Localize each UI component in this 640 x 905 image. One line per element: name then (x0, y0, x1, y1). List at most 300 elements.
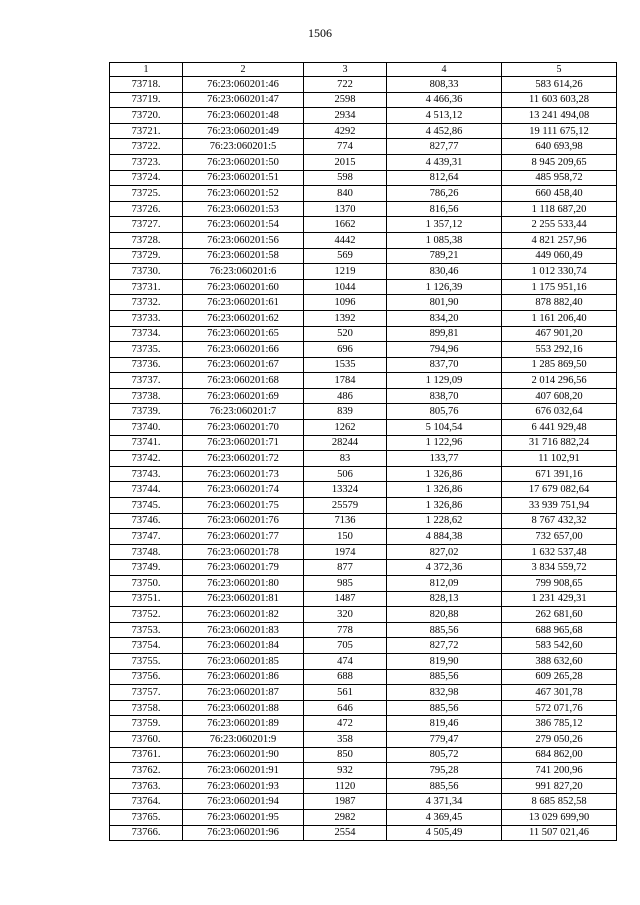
area-cell: 506 (304, 466, 387, 482)
table-row (110, 607, 617, 623)
cadastral-number-cell: 76:23:060201:52 (183, 186, 304, 202)
table-row (110, 482, 617, 498)
area-cell: 705 (304, 638, 387, 654)
specific-value-cell: 1 357,12 (387, 217, 502, 233)
page-number: 1506 (308, 26, 332, 40)
specific-value-cell: 4 371,34 (387, 794, 502, 810)
specific-value-cell: 1 326,86 (387, 482, 502, 498)
cadastral-value-cell: 1 012 330,74 (502, 264, 617, 280)
area-cell: 320 (304, 607, 387, 623)
cadastral-value-cell: 2 255 533,44 (502, 217, 617, 233)
cadastral-number-cell: 76:23:060201:84 (183, 638, 304, 654)
row-number-cell: 73725. (110, 186, 183, 202)
cadastral-value-cell: 741 200,96 (502, 763, 617, 779)
table-row (110, 154, 617, 170)
cadastral-value-cell: 640 693,98 (502, 139, 617, 155)
cadastral-value-cell: 1 285 869,50 (502, 357, 617, 373)
specific-value-cell: 1 085,38 (387, 232, 502, 248)
cadastral-value-cell: 467 901,20 (502, 326, 617, 342)
specific-value-cell: 1 126,39 (387, 279, 502, 295)
cadastral-number-cell: 76:23:060201:67 (183, 357, 304, 373)
table-row (110, 544, 617, 560)
cadastral-number-cell: 76:23:060201:6 (183, 264, 304, 280)
area-cell: 1262 (304, 420, 387, 436)
table-row (110, 685, 617, 701)
row-number-cell: 73758. (110, 700, 183, 716)
row-number-cell: 73750. (110, 576, 183, 592)
row-number-cell: 73754. (110, 638, 183, 654)
cadastral-number-cell: 76:23:060201:65 (183, 326, 304, 342)
area-cell: 1784 (304, 373, 387, 389)
table-row (110, 622, 617, 638)
specific-value-cell: 819,90 (387, 653, 502, 669)
area-cell: 1535 (304, 357, 387, 373)
table-row (110, 716, 617, 732)
table-row (110, 420, 617, 436)
specific-value-cell: 1 326,86 (387, 466, 502, 482)
table-row (110, 451, 617, 467)
row-number-cell: 73734. (110, 326, 183, 342)
area-cell: 1370 (304, 201, 387, 217)
specific-value-cell: 795,28 (387, 763, 502, 779)
cadastral-number-cell: 76:23:060201:76 (183, 513, 304, 529)
cadastral-number-cell: 76:23:060201:87 (183, 685, 304, 701)
table-row (110, 310, 617, 326)
table-row (110, 77, 617, 93)
area-cell: 1044 (304, 279, 387, 295)
table-row (110, 809, 617, 825)
specific-value-cell: 819,46 (387, 716, 502, 732)
specific-value-cell: 801,90 (387, 295, 502, 311)
specific-value-cell: 4 884,38 (387, 529, 502, 545)
cadastral-value-cell: 467 301,78 (502, 685, 617, 701)
row-number-cell: 73738. (110, 388, 183, 404)
cadastral-number-cell: 76:23:060201:93 (183, 778, 304, 794)
cadastral-value-cell: 19 111 675,12 (502, 123, 617, 139)
table-row (110, 466, 617, 482)
cadastral-number-cell: 76:23:060201:79 (183, 560, 304, 576)
specific-value-cell: 828,13 (387, 591, 502, 607)
area-cell: 7136 (304, 513, 387, 529)
area-cell: 778 (304, 622, 387, 638)
cadastral-value-cell: 11 507 021,46 (502, 825, 617, 841)
table-row (110, 794, 617, 810)
row-number-cell: 73741. (110, 435, 183, 451)
cadastral-value-cell: 6 441 929,48 (502, 420, 617, 436)
area-cell: 839 (304, 404, 387, 420)
column-header-5: 5 (502, 63, 617, 77)
row-number-cell: 73755. (110, 653, 183, 669)
cadastral-value-cell: 485 958,72 (502, 170, 617, 186)
area-cell: 985 (304, 576, 387, 592)
cadastral-value-cell: 407 608,20 (502, 388, 617, 404)
cadastral-value-cell: 33 939 751,94 (502, 498, 617, 514)
specific-value-cell: 789,21 (387, 248, 502, 264)
cadastral-value-cell: 991 827,20 (502, 778, 617, 794)
cadastral-value-cell: 449 060,49 (502, 248, 617, 264)
specific-value-cell: 899,81 (387, 326, 502, 342)
table-row (110, 342, 617, 358)
area-cell: 472 (304, 716, 387, 732)
table-row (110, 123, 617, 139)
specific-value-cell: 4 452,86 (387, 123, 502, 139)
table-row (110, 373, 617, 389)
cadastral-number-cell: 76:23:060201:80 (183, 576, 304, 592)
area-cell: 722 (304, 77, 387, 93)
row-number-cell: 73751. (110, 591, 183, 607)
cadastral-number-cell: 76:23:060201:7 (183, 404, 304, 420)
row-number-cell: 73760. (110, 731, 183, 747)
area-cell: 2598 (304, 92, 387, 108)
cadastral-value-cell: 1 161 206,40 (502, 310, 617, 326)
cadastral-value-cell: 572 071,76 (502, 700, 617, 716)
row-number-cell: 73762. (110, 763, 183, 779)
cadastral-number-cell: 76:23:060201:50 (183, 154, 304, 170)
cadastral-value-cell: 8 685 852,58 (502, 794, 617, 810)
row-number-cell: 73719. (110, 92, 183, 108)
cadastral-value-cell: 386 785,12 (502, 716, 617, 732)
cadastral-number-cell: 76:23:060201:61 (183, 295, 304, 311)
row-number-cell: 73740. (110, 420, 183, 436)
row-number-cell: 73759. (110, 716, 183, 732)
area-cell: 877 (304, 560, 387, 576)
cadastral-number-cell: 76:23:060201:69 (183, 388, 304, 404)
specific-value-cell: 885,56 (387, 778, 502, 794)
table-row (110, 404, 617, 420)
specific-value-cell: 827,72 (387, 638, 502, 654)
cadastral-number-cell: 76:23:060201:94 (183, 794, 304, 810)
area-cell: 4292 (304, 123, 387, 139)
table-row (110, 248, 617, 264)
cadastral-number-cell: 76:23:060201:96 (183, 825, 304, 841)
area-cell: 688 (304, 669, 387, 685)
cadastral-number-cell: 76:23:060201:86 (183, 669, 304, 685)
table-row (110, 669, 617, 685)
row-number-cell: 73764. (110, 794, 183, 810)
area-cell: 486 (304, 388, 387, 404)
cadastral-number-cell: 76:23:060201:95 (183, 809, 304, 825)
table-row (110, 498, 617, 514)
cadastral-value-cell: 684 862,00 (502, 747, 617, 763)
cadastral-value-cell: 4 821 257,96 (502, 232, 617, 248)
area-cell: 2554 (304, 825, 387, 841)
specific-value-cell: 830,46 (387, 264, 502, 280)
area-cell: 25579 (304, 498, 387, 514)
specific-value-cell: 885,56 (387, 700, 502, 716)
table-row (110, 388, 617, 404)
area-cell: 13324 (304, 482, 387, 498)
cadastral-number-cell: 76:23:060201:90 (183, 747, 304, 763)
row-number-cell: 73730. (110, 264, 183, 280)
area-cell: 520 (304, 326, 387, 342)
table-row (110, 264, 617, 280)
area-cell: 774 (304, 139, 387, 155)
table-row (110, 170, 617, 186)
row-number-cell: 73752. (110, 607, 183, 623)
area-cell: 1096 (304, 295, 387, 311)
row-number-cell: 73749. (110, 560, 183, 576)
cadastral-number-cell: 76:23:060201:81 (183, 591, 304, 607)
specific-value-cell: 885,56 (387, 669, 502, 685)
cadastral-value-table (109, 62, 617, 841)
area-cell: 4442 (304, 232, 387, 248)
cadastral-value-cell: 2 014 296,56 (502, 373, 617, 389)
cadastral-value-cell: 799 908,65 (502, 576, 617, 592)
cadastral-number-cell: 76:23:060201:46 (183, 77, 304, 93)
row-number-cell: 73722. (110, 139, 183, 155)
table-row (110, 108, 617, 124)
row-number-cell: 73757. (110, 685, 183, 701)
cadastral-number-cell: 76:23:060201:48 (183, 108, 304, 124)
row-number-cell: 73766. (110, 825, 183, 841)
table-row (110, 92, 617, 108)
cadastral-number-cell: 76:23:060201:85 (183, 653, 304, 669)
cadastral-value-cell: 688 965,68 (502, 622, 617, 638)
area-cell: 932 (304, 763, 387, 779)
row-number-cell: 73756. (110, 669, 183, 685)
table-row (110, 825, 617, 841)
table-row (110, 357, 617, 373)
cadastral-value-cell: 11 102,91 (502, 451, 617, 467)
table-row (110, 700, 617, 716)
area-cell: 2982 (304, 809, 387, 825)
row-number-cell: 73742. (110, 451, 183, 467)
cadastral-value-cell: 31 716 882,24 (502, 435, 617, 451)
cadastral-value-cell: 676 032,64 (502, 404, 617, 420)
row-number-cell: 73732. (110, 295, 183, 311)
row-number-cell: 73763. (110, 778, 183, 794)
specific-value-cell: 812,64 (387, 170, 502, 186)
area-cell: 850 (304, 747, 387, 763)
cadastral-value-cell: 1 632 537,48 (502, 544, 617, 560)
specific-value-cell: 5 104,54 (387, 420, 502, 436)
table-row (110, 513, 617, 529)
specific-value-cell: 827,77 (387, 139, 502, 155)
row-number-cell: 73729. (110, 248, 183, 264)
cadastral-value-cell: 671 391,16 (502, 466, 617, 482)
area-cell: 150 (304, 529, 387, 545)
table-row (110, 201, 617, 217)
cadastral-number-cell: 76:23:060201:5 (183, 139, 304, 155)
row-number-cell: 73733. (110, 310, 183, 326)
cadastral-value-cell: 13 029 699,90 (502, 809, 617, 825)
area-cell: 1974 (304, 544, 387, 560)
table-header-row (110, 63, 617, 77)
area-cell: 1487 (304, 591, 387, 607)
table-row (110, 747, 617, 763)
cadastral-number-cell: 76:23:060201:47 (183, 92, 304, 108)
area-cell: 28244 (304, 435, 387, 451)
specific-value-cell: 805,76 (387, 404, 502, 420)
row-number-cell: 73728. (110, 232, 183, 248)
cadastral-number-cell: 76:23:060201:68 (183, 373, 304, 389)
row-number-cell: 73748. (110, 544, 183, 560)
specific-value-cell: 885,56 (387, 622, 502, 638)
cadastral-value-cell: 553 292,16 (502, 342, 617, 358)
table-row (110, 653, 617, 669)
specific-value-cell: 1 326,86 (387, 498, 502, 514)
table-row (110, 591, 617, 607)
specific-value-cell: 832,98 (387, 685, 502, 701)
cadastral-number-cell: 76:23:060201:66 (183, 342, 304, 358)
column-header-1: 1 (110, 63, 183, 77)
row-number-cell: 73724. (110, 170, 183, 186)
specific-value-cell: 812,09 (387, 576, 502, 592)
specific-value-cell: 779,47 (387, 731, 502, 747)
specific-value-cell: 816,56 (387, 201, 502, 217)
column-header-4: 4 (387, 63, 502, 77)
area-cell: 646 (304, 700, 387, 716)
row-number-cell: 73746. (110, 513, 183, 529)
cadastral-value-cell: 388 632,60 (502, 653, 617, 669)
cadastral-value-cell: 262 681,60 (502, 607, 617, 623)
specific-value-cell: 1 129,09 (387, 373, 502, 389)
cadastral-number-cell: 76:23:060201:62 (183, 310, 304, 326)
area-cell: 2015 (304, 154, 387, 170)
specific-value-cell: 4 372,36 (387, 560, 502, 576)
specific-value-cell: 808,33 (387, 77, 502, 93)
area-cell: 1987 (304, 794, 387, 810)
cadastral-number-cell: 76:23:060201:73 (183, 466, 304, 482)
row-number-cell: 73723. (110, 154, 183, 170)
area-cell: 598 (304, 170, 387, 186)
row-number-cell: 73739. (110, 404, 183, 420)
specific-value-cell: 133,77 (387, 451, 502, 467)
area-cell: 561 (304, 685, 387, 701)
cadastral-number-cell: 76:23:060201:56 (183, 232, 304, 248)
cadastral-value-cell: 732 657,00 (502, 529, 617, 545)
specific-value-cell: 4 505,49 (387, 825, 502, 841)
cadastral-value-cell: 1 175 951,16 (502, 279, 617, 295)
area-cell: 1219 (304, 264, 387, 280)
cadastral-number-cell: 76:23:060201:75 (183, 498, 304, 514)
table-row (110, 186, 617, 202)
table-row (110, 326, 617, 342)
cadastral-number-cell: 76:23:060201:72 (183, 451, 304, 467)
area-cell: 358 (304, 731, 387, 747)
cadastral-value-cell: 1 118 687,20 (502, 201, 617, 217)
cadastral-value-cell: 3 834 559,72 (502, 560, 617, 576)
area-cell: 1662 (304, 217, 387, 233)
cadastral-number-cell: 76:23:060201:9 (183, 731, 304, 747)
cadastral-number-cell: 76:23:060201:71 (183, 435, 304, 451)
cadastral-number-cell: 76:23:060201:58 (183, 248, 304, 264)
cadastral-number-cell: 76:23:060201:83 (183, 622, 304, 638)
cadastral-value-cell: 13 241 494,08 (502, 108, 617, 124)
row-number-cell: 73737. (110, 373, 183, 389)
table-row (110, 217, 617, 233)
specific-value-cell: 794,96 (387, 342, 502, 358)
specific-value-cell: 834,20 (387, 310, 502, 326)
cadastral-number-cell: 76:23:060201:89 (183, 716, 304, 732)
row-number-cell: 73736. (110, 357, 183, 373)
table-row (110, 529, 617, 545)
specific-value-cell: 4 513,12 (387, 108, 502, 124)
cadastral-number-cell: 76:23:060201:77 (183, 529, 304, 545)
table-row (110, 638, 617, 654)
table-row (110, 778, 617, 794)
specific-value-cell: 838,70 (387, 388, 502, 404)
cadastral-number-cell: 76:23:060201:82 (183, 607, 304, 623)
table-row (110, 576, 617, 592)
area-cell: 1120 (304, 778, 387, 794)
table-row (110, 731, 617, 747)
cadastral-value-cell: 609 265,28 (502, 669, 617, 685)
area-cell: 696 (304, 342, 387, 358)
table-row (110, 560, 617, 576)
cadastral-number-cell: 76:23:060201:54 (183, 217, 304, 233)
cadastral-number-cell: 76:23:060201:51 (183, 170, 304, 186)
area-cell: 83 (304, 451, 387, 467)
row-number-cell: 73745. (110, 498, 183, 514)
row-number-cell: 73735. (110, 342, 183, 358)
specific-value-cell: 4 369,45 (387, 809, 502, 825)
specific-value-cell: 786,26 (387, 186, 502, 202)
column-header-3: 3 (304, 63, 387, 77)
cadastral-value-cell: 660 458,40 (502, 186, 617, 202)
table-row (110, 279, 617, 295)
cadastral-number-cell: 76:23:060201:60 (183, 279, 304, 295)
table-row (110, 763, 617, 779)
specific-value-cell: 820,88 (387, 607, 502, 623)
cadastral-number-cell: 76:23:060201:91 (183, 763, 304, 779)
row-number-cell: 73765. (110, 809, 183, 825)
cadastral-value-cell: 583 542,60 (502, 638, 617, 654)
cadastral-number-cell: 76:23:060201:53 (183, 201, 304, 217)
row-number-cell: 73721. (110, 123, 183, 139)
specific-value-cell: 1 122,96 (387, 435, 502, 451)
cadastral-number-cell: 76:23:060201:49 (183, 123, 304, 139)
row-number-cell: 73743. (110, 466, 183, 482)
cadastral-value-cell: 8 767 432,32 (502, 513, 617, 529)
cadastral-number-cell: 76:23:060201:70 (183, 420, 304, 436)
row-number-cell: 73753. (110, 622, 183, 638)
area-cell: 1392 (304, 310, 387, 326)
cadastral-value-cell: 583 614,26 (502, 77, 617, 93)
cadastral-number-cell: 76:23:060201:74 (183, 482, 304, 498)
cadastral-number-cell: 76:23:060201:78 (183, 544, 304, 560)
table-body (110, 77, 617, 841)
row-number-cell: 73718. (110, 77, 183, 93)
row-number-cell: 73744. (110, 482, 183, 498)
area-cell: 474 (304, 653, 387, 669)
cadastral-number-cell: 76:23:060201:88 (183, 700, 304, 716)
specific-value-cell: 4 466,36 (387, 92, 502, 108)
cadastral-value-cell: 279 050,26 (502, 731, 617, 747)
area-cell: 2934 (304, 108, 387, 124)
row-number-cell: 73761. (110, 747, 183, 763)
cadastral-value-cell: 11 603 603,28 (502, 92, 617, 108)
row-number-cell: 73726. (110, 201, 183, 217)
cadastral-value-cell: 1 231 429,31 (502, 591, 617, 607)
cadastral-value-cell: 8 945 209,65 (502, 154, 617, 170)
row-number-cell: 73727. (110, 217, 183, 233)
specific-value-cell: 4 439,31 (387, 154, 502, 170)
area-cell: 569 (304, 248, 387, 264)
table-row (110, 232, 617, 248)
specific-value-cell: 805,72 (387, 747, 502, 763)
specific-value-cell: 837,70 (387, 357, 502, 373)
row-number-cell: 73731. (110, 279, 183, 295)
specific-value-cell: 827,02 (387, 544, 502, 560)
specific-value-cell: 1 228,62 (387, 513, 502, 529)
table-row (110, 295, 617, 311)
row-number-cell: 73720. (110, 108, 183, 124)
table-row (110, 435, 617, 451)
area-cell: 840 (304, 186, 387, 202)
table-row (110, 139, 617, 155)
column-header-2: 2 (183, 63, 304, 77)
